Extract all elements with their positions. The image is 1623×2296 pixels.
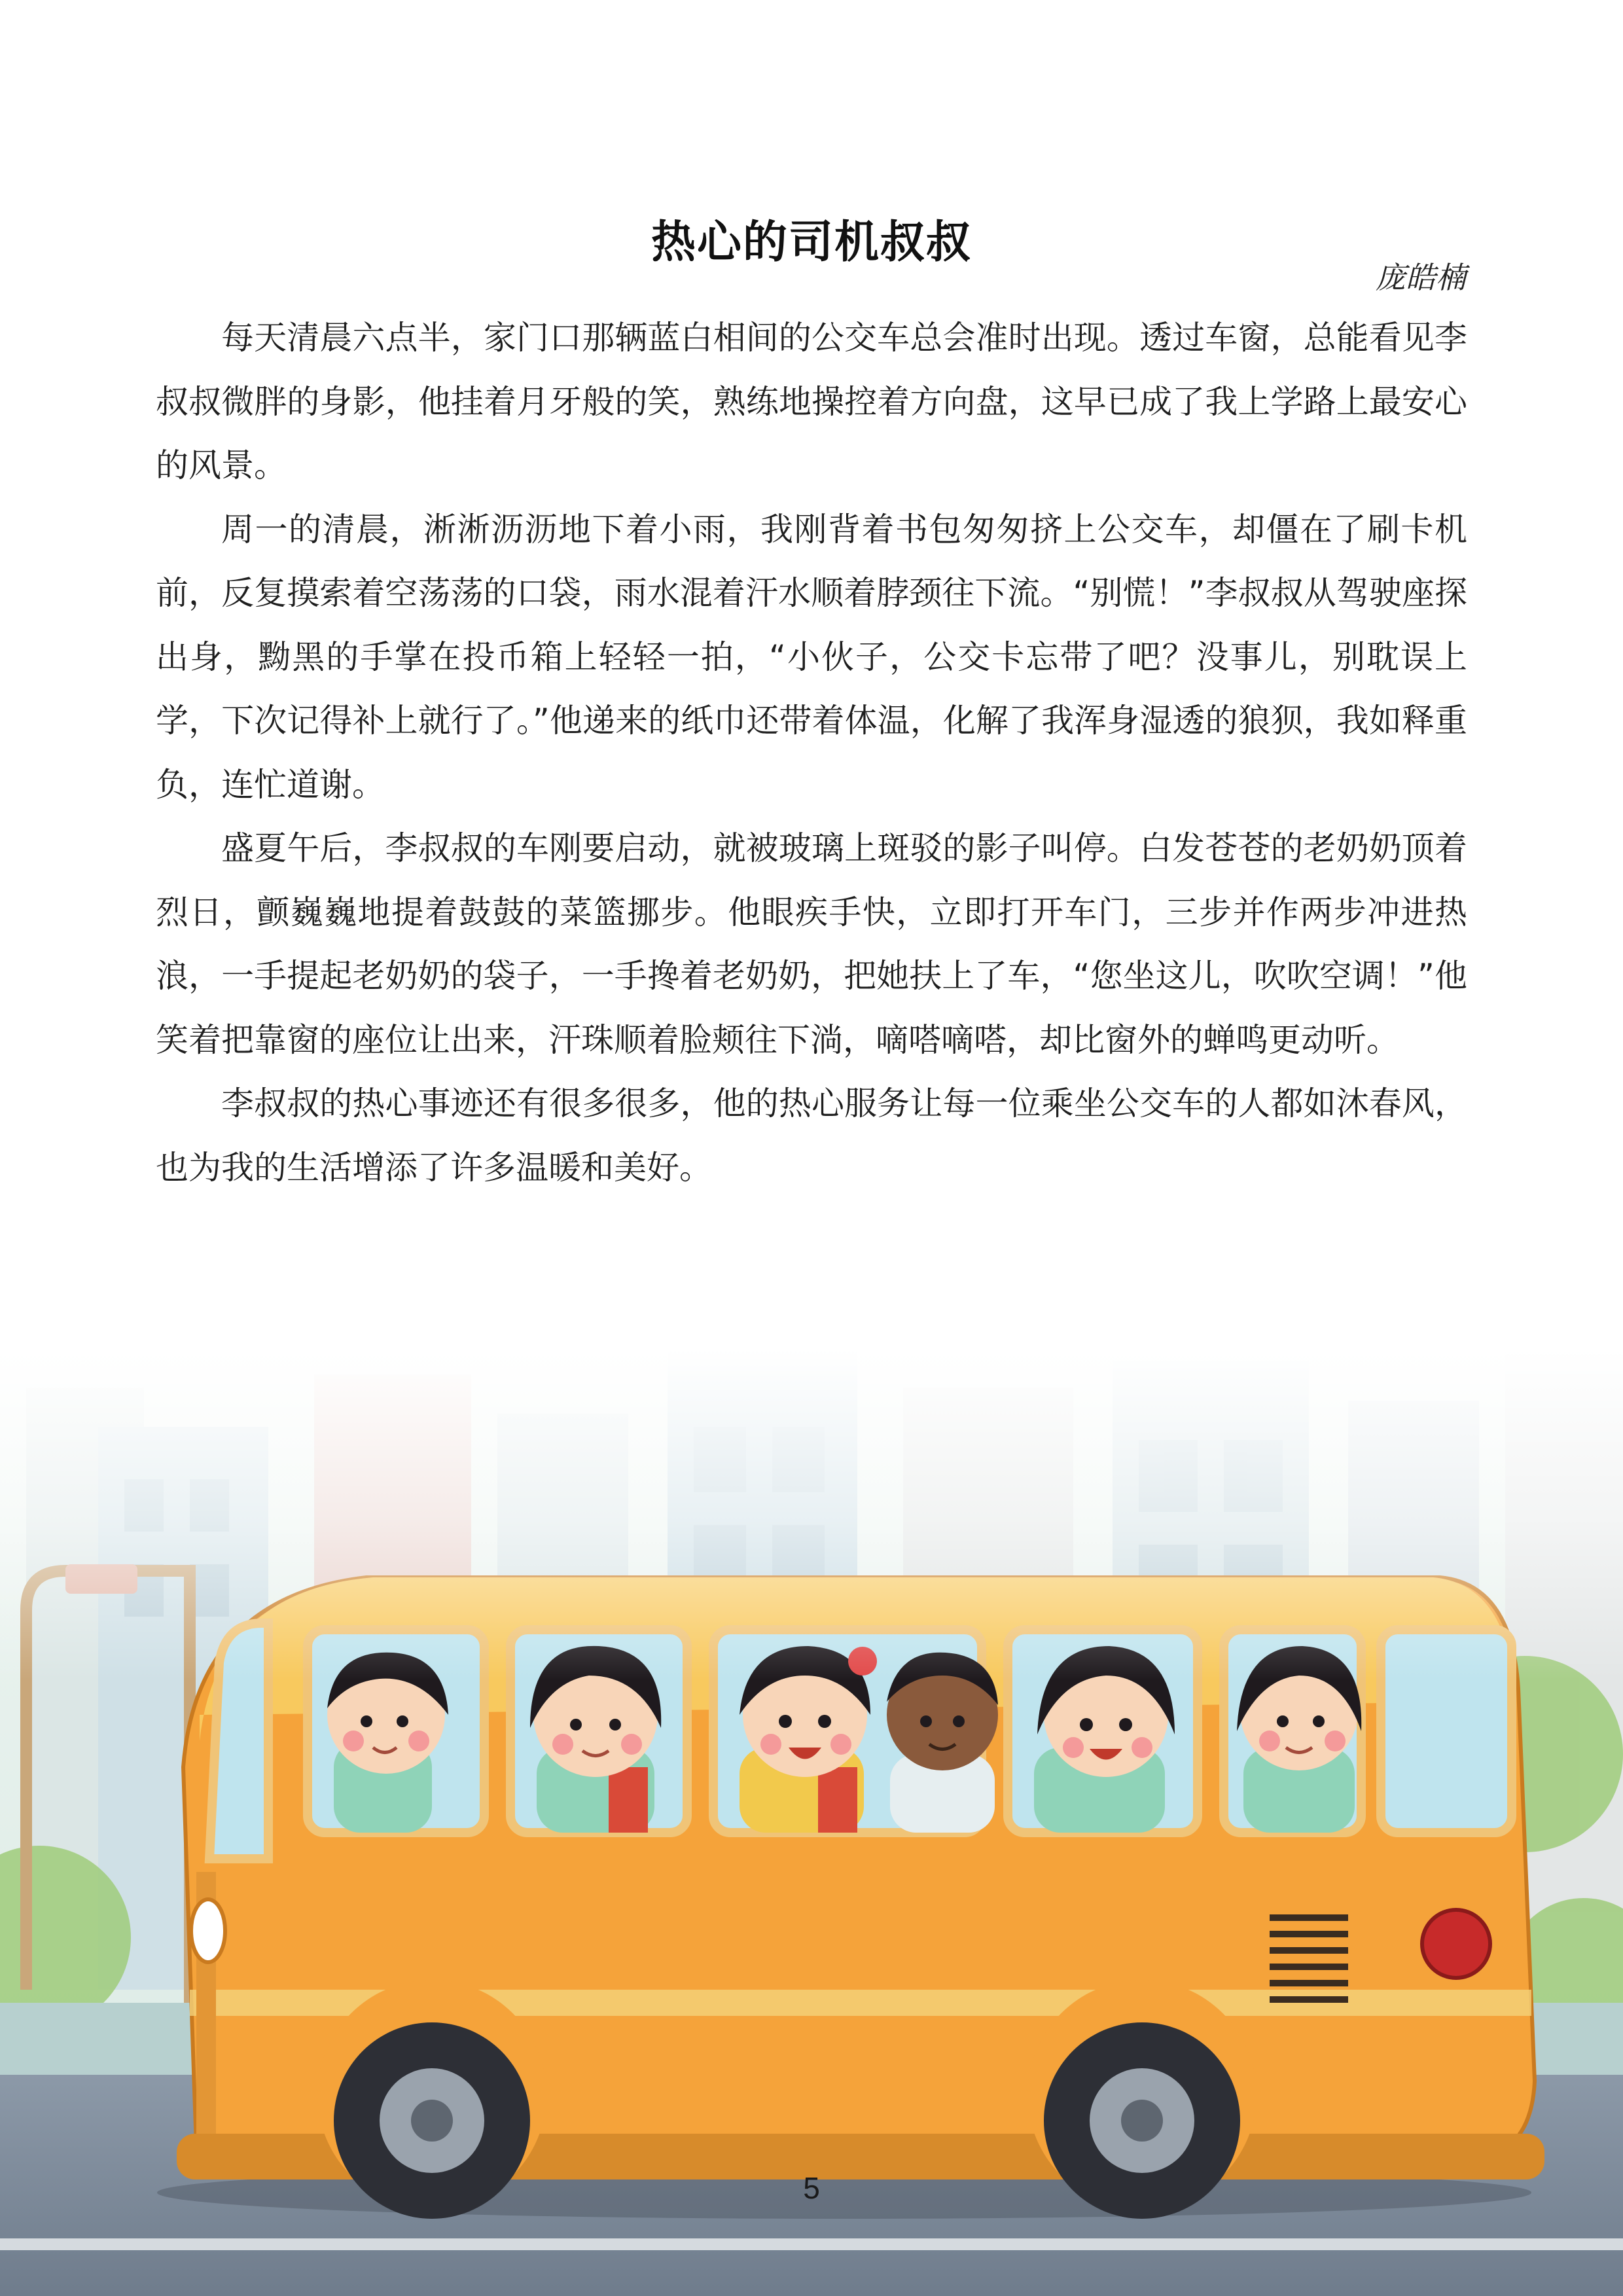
- top-fade: [0, 1348, 1623, 2296]
- article-title: 热心的司机叔叔: [651, 216, 972, 268]
- bus-illustration: [0, 1348, 1623, 2296]
- paragraph: 盛夏午后，李叔叔的车刚要启动，就被玻璃上斑驳的影子叫停。白发苍苍的老奶奶顶着烈日，颤巍巍地提着鼓鼓的菜篮挪步。他眼疾手快，立即打开车门，三步并作两步冲进热浪，一手提起老奶奶的袋子，一手搀着老奶奶，把她扶上了车，“您坐这儿，吹吹空调！”他笑着把靠窗的座位让出来，汗珠顺着脸颊往下淌，嘀嗒嘀嗒，却比窗外的蝉鸣更动听。: [156, 829, 1467, 1059]
- page-number: 5: [803, 2171, 820, 2205]
- paragraph: 每天清晨六点半，家门口那辆蓝白相间的公交车总会准时出现。透过车窗，总能看见李叔叔微胖的身影，他挂着月牙般的笑，熟练地操控着方向盘，这早已成了我上学路上最安心的风景。: [156, 319, 1467, 484]
- article-body: [156, 306, 1467, 1200]
- paragraph: 周一的清晨，淅淅沥沥地下着小雨，我刚背着书包匆匆挤上公交车，却僵在了刷卡机前，反复摸索着空荡荡的口袋，雨水混着汗水顺着脖颈往下流。“别慌！”李叔叔从驾驶座探出身，黝黑的手掌在投币箱上轻轻一拍，“小伙子，公交卡忘带了吧？没事儿，别耽误上学，下次记得补上就行了。”他递来的纸巾还带着体温，化解了我浑身湿透的狼狈，我如释重负，连忙道谢。: [156, 510, 1467, 804]
- paragraph: 李叔叔的热心事迹还有很多很多，他的热心服务让每一位乘坐公交车的人都如沐春风，也为我的生活增添了许多温暖和美好。: [156, 1085, 1467, 1187]
- author-name: 庞皓楠: [1376, 260, 1466, 295]
